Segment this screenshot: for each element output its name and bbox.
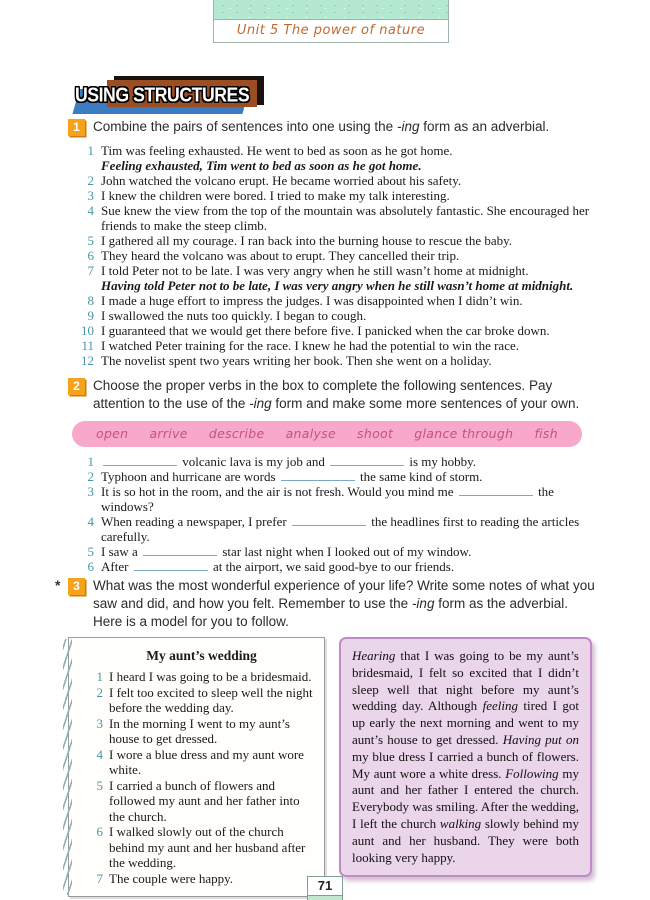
item-text: I walked slowly out of the church behind my aunt and her husband after the wedding.	[109, 824, 306, 870]
item-number: 7	[96, 870, 103, 886]
item-text: I told Peter not to be late. I was very angry when he still wasn’t home at midnight. Having told Peter not to be late, I was very angry when he still wasn’t home at midnight.	[101, 263, 574, 293]
item-number: 3	[96, 715, 103, 731]
page-number: 71	[308, 877, 342, 895]
exercise-2-item	[68, 514, 592, 544]
exercise-1-item	[68, 188, 592, 203]
notes-box	[68, 637, 325, 897]
exercise-2-item	[68, 559, 592, 574]
optional-exercise-star: *	[55, 577, 61, 593]
item-number: 7	[87, 263, 94, 278]
item-number: 2	[87, 468, 94, 484]
item-number: 11	[81, 338, 94, 353]
item-text: John watched the volcano erupt. He became worried about his safety.	[101, 173, 462, 188]
model-paragraph: Hearing that I was going to be my aunt’s bridesmaid, I felt so excited that I didn’t sleep well that night before my aunt’s wedding day. Although feeling tired I got up early the next morning and went to my aunt’s house to get dressed. Having put on my blue dress I carried a bunch of flowers. My aunt wore a white dress. Following my aunt and her father I entered the church. Everybody was smiling. After the wedding, I left the church walking slowly behind my aunt and her husband. They were both looking very happy.	[352, 648, 579, 865]
unit-header-texture	[214, 0, 448, 20]
item-number: 5	[87, 543, 94, 559]
model-paragraph-box	[339, 637, 592, 877]
item-text: Tim was feeling exhausted. He went to bed as soon as he got home. Feeling exhausted, Tim went to bed as soon as he got home.	[101, 143, 453, 173]
verb-option: glance through	[414, 426, 514, 442]
notes-item	[87, 685, 316, 716]
exercise-1-item	[68, 248, 592, 263]
item-text: I watched Peter training for the race. I knew he had the potential to win the race.	[101, 338, 519, 353]
verb-option: shoot	[357, 426, 394, 442]
exercise-3-heading	[55, 577, 596, 631]
exercise-1-item	[68, 143, 592, 173]
item-number: 3	[87, 188, 94, 203]
item-number: 5	[96, 777, 103, 793]
exercise-2-list	[68, 454, 592, 574]
exercise-2-item	[68, 454, 592, 469]
exercise-2-number-badge: 2	[68, 378, 85, 395]
exercise-1-item	[68, 233, 592, 248]
item-text: I wore a blue dress and my aunt wore white.	[109, 746, 304, 777]
item-text: I swallowed the nuts too quickly. I began to cough.	[101, 308, 367, 323]
item-number: 2	[96, 684, 103, 700]
verb-option: arrive	[149, 426, 188, 442]
verb-option: analyse	[285, 426, 336, 442]
exercise-1-list	[68, 143, 592, 368]
unit-title: Unit 5 The power of nature	[214, 20, 448, 42]
exercise-1-item	[68, 203, 592, 233]
item-text: It is so hot in the room, and the air is not fresh. Would you mind me the windows?	[101, 483, 554, 514]
item-text: I gathered all my courage. I ran back into the burning house to rescue the baby.	[101, 233, 513, 248]
item-text: I saw a star last night when I looked out of my window.	[101, 543, 472, 559]
item-text: I made a huge effort to impress the judges. I was disappointed when I didn’t win.	[101, 293, 523, 308]
item-text: I guaranteed that we would get there before five. I panicked when the car broke down.	[101, 323, 550, 338]
item-number: 8	[87, 293, 94, 308]
item-text: After at the airport, we said good-bye to our friends.	[101, 558, 455, 574]
item-text: In the morning I went to my aunt’s house to get dressed.	[109, 715, 290, 746]
notes-item	[87, 871, 316, 887]
exercise-3-number-badge: 3	[68, 578, 85, 595]
item-number: 10	[81, 323, 94, 338]
item-number: 4	[87, 513, 94, 529]
item-number: 4	[87, 203, 94, 218]
page-number-box	[307, 876, 343, 900]
notes-item	[87, 669, 316, 685]
exercise-1-item	[68, 323, 592, 338]
item-number: 6	[96, 824, 103, 839]
item-text: They heard the volcano was about to erupt. They cancelled their trip.	[101, 248, 460, 263]
exercise-1-item	[68, 338, 592, 353]
model-example-row	[68, 637, 592, 897]
item-text: I felt too excited to sleep well the night before the wedding day.	[109, 684, 313, 715]
notes-item	[87, 747, 316, 778]
exercise-1-heading	[68, 118, 592, 136]
item-text: The novelist spent two years writing her book. Then she went on a holiday.	[101, 353, 492, 368]
item-number: 9	[87, 308, 94, 323]
item-text: I heard I was going to be a bridesmaid.	[109, 669, 312, 684]
notes-item	[87, 824, 316, 871]
exercise-3	[55, 577, 596, 631]
item-text: When reading a newspaper, I prefer the headlines first to reading the articles carefully.	[101, 513, 580, 544]
exercise-1	[68, 118, 592, 368]
item-number: 1	[87, 143, 94, 158]
exercise-1-number-badge: 1	[68, 119, 85, 136]
exercise-2-item	[68, 469, 592, 484]
item-number: 12	[81, 353, 94, 368]
exercise-2-heading	[68, 377, 592, 413]
verb-option: describe	[208, 426, 265, 442]
item-number: 2	[87, 173, 94, 188]
item-number: 4	[96, 746, 103, 762]
exercise-1-item	[68, 263, 592, 293]
exercise-1-item	[68, 293, 592, 308]
item-text: I knew the children were bored. I tried to make my talk interesting.	[101, 188, 450, 203]
exercise-2-item	[68, 484, 592, 514]
page-number-green-band	[308, 895, 342, 900]
exercise-2-prompt: Choose the proper verbs in the box to complete the following sentences. Pay attention to the use of the -ing form and make some more sentences of your own.	[93, 378, 580, 411]
notes-list	[87, 669, 316, 886]
item-text: volcanic lava is my job and is my hobby.	[101, 454, 592, 469]
section-banner	[74, 76, 274, 118]
notes-item	[87, 716, 316, 747]
exercise-1-item	[68, 308, 592, 323]
notes-item	[87, 778, 316, 825]
item-text: I carried a bunch of flowers and followed my aunt and her father into the church.	[109, 777, 300, 824]
verb-option: fish	[534, 426, 558, 442]
exercise-3-prompt: What was the most wonderful experience of your life? Write some notes of what you saw and did, and how you felt. Remember to use the -ing form as the adverbial. Here is a model for you to follow.	[93, 578, 595, 629]
exercise-1-item	[68, 353, 592, 368]
item-number: 1	[87, 453, 94, 469]
item-text: Sue knew the view from the top of the mountain was absolutely fantastic. She encouraged her friends to make the steep climb.	[101, 203, 590, 233]
item-number: 6	[87, 248, 94, 263]
verb-bank	[72, 421, 582, 447]
exercise-1-prompt: Combine the pairs of sentences into one using the -ing form as an adverbial.	[93, 119, 550, 134]
exercise-1-item	[68, 173, 592, 188]
item-number: 1	[96, 669, 103, 684]
notes-title: My aunt’s wedding	[146, 648, 257, 663]
item-number: 3	[87, 483, 94, 499]
item-number: 6	[87, 558, 94, 574]
spiral-binding-icon	[63, 639, 72, 895]
exercise-2	[68, 377, 592, 574]
item-text: Typhoon and hurricane are words the same kind of storm.	[101, 468, 483, 484]
item-text: The couple were happy.	[109, 870, 234, 886]
unit-header	[213, 0, 449, 43]
exercise-2-item	[68, 544, 592, 559]
section-title: USING STRUCTURES	[75, 84, 250, 107]
verb-option: open	[96, 426, 129, 442]
item-number: 5	[87, 233, 94, 248]
